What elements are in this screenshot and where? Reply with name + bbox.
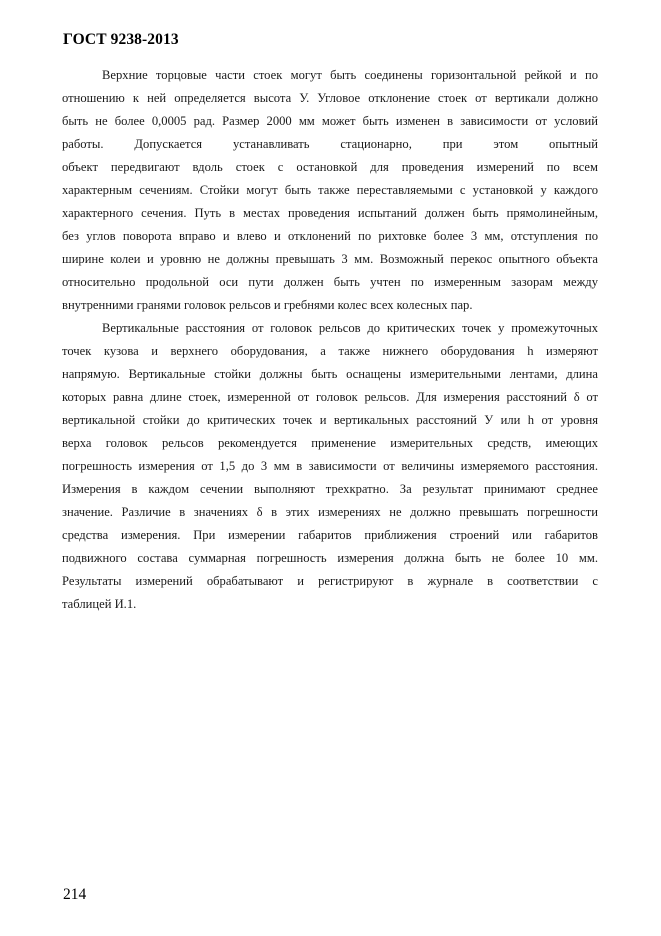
paragraph-1-line: работы. Допускается устанавливать стационарно, при этом опытный (62, 137, 598, 151)
paragraph-1-line: Верхние торцовые части стоек могут быть соединены горизонтальной рейкой и по (102, 68, 598, 82)
paragraph-1-line: ширине колеи и уровню не должны превышать 3 мм. Возможный перекос опытного объекта (62, 252, 598, 266)
paragraph-2-line: Вертикальные расстояния от головок рельсов до критических точек у промежуточных (102, 321, 598, 335)
paragraph-2-line: погрешность измерения от 1,5 до 3 мм в зависимости от величины измеряемого расстояния. (62, 459, 598, 473)
paragraph-2-line: подвижного состава суммарная погрешность измерения должна быть не более 10 мм. (62, 551, 598, 565)
paragraph-2-line: таблицей И.1. (62, 597, 137, 611)
paragraph-1-line: быть не более 0,0005 рад. Размер 2000 мм может быть изменен в зависимости от условий (62, 114, 598, 128)
paragraph-2-line: средства измерения. При измерении габаритов приближения строений или габаритов (62, 528, 598, 542)
paragraph-1-line: внутренними гранями головок рельсов и гребнями колес всех колесных пар. (62, 298, 473, 312)
paragraph-1-line: характерного сечения. Путь в местах проведения испытаний должен быть прямолинейным, (62, 206, 598, 220)
paragraph-2-line: верха головок рельсов рекомендуется применение измерительных средств, имеющих (62, 436, 598, 450)
paragraph-2-line: напрямую. Вертикальные стойки должны быть оснащены измерительными лентами, длина (62, 367, 598, 381)
page-number: 214 (63, 886, 87, 903)
paragraph-2-line: вертикальной стойки до критических точек и вертикальных расстояний У или h от уровня (62, 413, 598, 427)
paragraph-1-line: отношению к ней определяется высота У. Угловое отклонение стоек от вертикали должно (62, 91, 598, 105)
paragraph-1-line: без углов поворота вправо и влево и отклонений по рихтовке более 3 мм, отступления по (62, 229, 598, 243)
paragraph-2-line: Измерения в каждом сечении выполняют трехкратно. За результат принимают среднее (62, 482, 598, 496)
document-header: ГОСТ 9238-2013 (63, 31, 179, 48)
paragraph-1-line: характерным сечениям. Стойки могут быть также переставляемыми с установкой у каждого (62, 183, 598, 197)
paragraph-2-line: значение. Различие в значениях δ в этих измерениях не должно превышать погрешности (62, 505, 598, 519)
paragraph-2-line: которых равна длине стоек, измеренной от головок рельсов. Для измерения расстояний δ от (62, 390, 598, 404)
document-body (62, 64, 598, 616)
paragraph-1-line: относительно продольной оси пути должен быть учтен по измеренным зазорам между (62, 275, 598, 289)
paragraph-2-line: точек кузова и верхнего оборудования, а также нижнего оборудования h измеряют (62, 344, 598, 358)
paragraph-1-line: объект передвигают вдоль стоек с остановкой для проведения измерений по всем (62, 160, 598, 174)
paragraph-2-line: Результаты измерений обрабатывают и регистрируют в журнале в соответствии с (62, 574, 598, 588)
